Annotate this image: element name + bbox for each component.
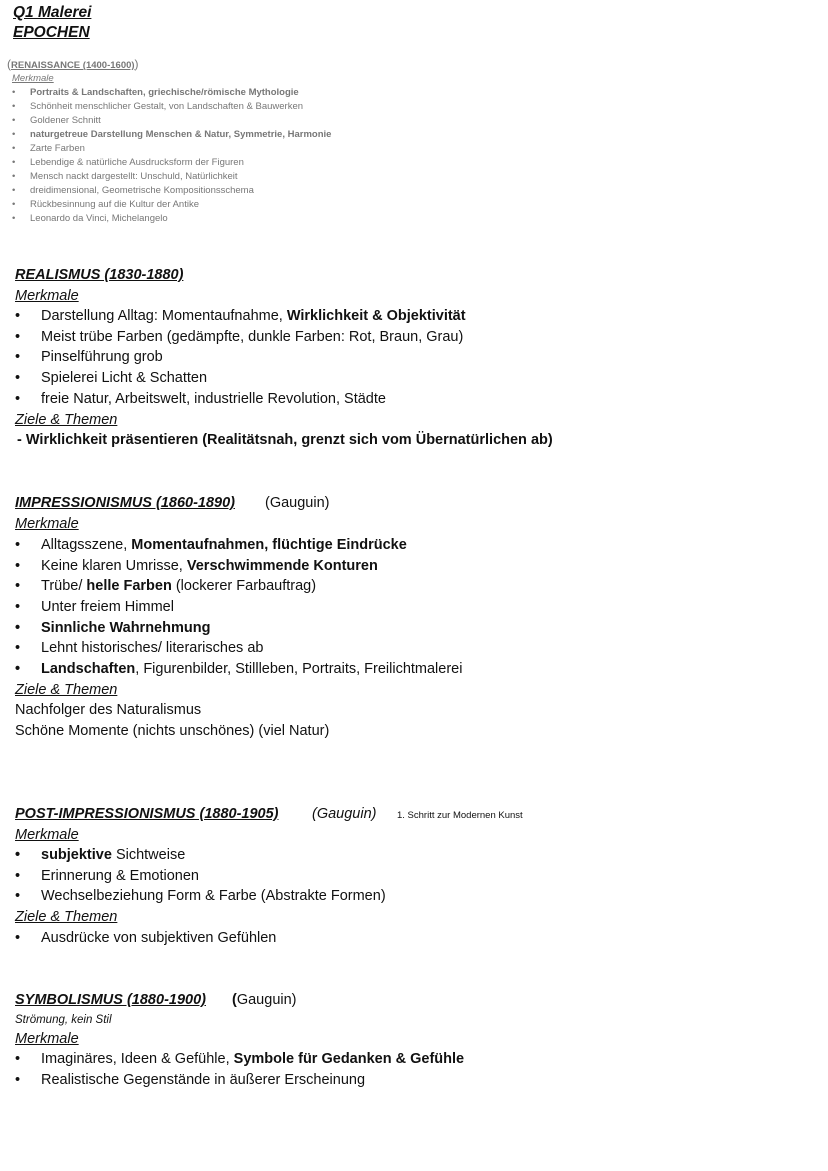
list-item: • Ausdrücke von subjektiven Gefühlen [15, 930, 277, 946]
bullet-icon: • [12, 129, 16, 140]
list-item: • subjektive Sichtweise [15, 847, 186, 863]
bullet-icon: • [15, 1051, 21, 1067]
postimpressionismus-ziele-label: Ziele & Themen [15, 909, 118, 925]
list-item: • Portraits & Landschaften, griechische/römische Mythologie [12, 87, 299, 98]
list-item: • Rückbesinnung auf die Kultur der Antike [12, 199, 199, 210]
postimpressionismus-merkmale-label: Merkmale [15, 827, 79, 843]
realismus-ziele-text: - Wirklichkeit präsentieren (Realitätsnah, grenzt sich vom Übernatürlichen ab) [17, 432, 553, 448]
bullet-icon: • [15, 640, 21, 657]
impressionismus-ziele-label: Ziele & Themen [15, 682, 118, 698]
list-item: • freie Natur, Arbeitswelt, industrielle Revolution, Städte [15, 390, 386, 407]
realismus-heading: REALISMUS (1830-1880) [15, 267, 184, 283]
impressionismus-artist: (Gauguin) [265, 495, 330, 511]
list-item: • Sinnliche Wahrnehmung [15, 619, 211, 636]
bullet-icon: • [15, 370, 21, 387]
realismus-list [0, 308, 828, 411]
list-item: • Spielerei Licht & Schatten [15, 370, 208, 387]
impressionismus-ziele-line2: Schöne Momente (nichts unschönes) (viel Natur) [15, 723, 330, 739]
bullet-icon: • [12, 143, 16, 154]
bullet-icon: • [15, 308, 21, 324]
bullet-icon: • [12, 199, 16, 210]
bullet-icon: • [15, 537, 21, 553]
postimpressionismus-artist: (Gauguin) [312, 806, 377, 822]
list-item: • Lebendige & natürliche Ausdrucksform der Figuren [12, 157, 244, 168]
postimpressionismus-list [0, 847, 828, 909]
bullet-icon: • [15, 349, 21, 366]
bullet-icon: • [15, 599, 21, 616]
bullet-icon: • [12, 101, 16, 112]
list-item: • Alltagsszene, Momentaufnahmen, flüchtige Eindrücke [15, 537, 407, 553]
impressionismus-merkmale-label: Merkmale [15, 516, 79, 532]
symbolismus-list [0, 1051, 828, 1092]
bullet-icon: • [15, 867, 21, 884]
list-item: • Imaginäres, Ideen & Gefühle, Symbole für Gedanken & Gefühle [15, 1051, 465, 1067]
bullet-icon: • [15, 619, 21, 636]
bullet-icon: • [15, 661, 21, 678]
list-item: • dreidimensional, Geometrische Kompositionsschema [12, 185, 254, 196]
list-item: • Goldener Schnitt [12, 115, 101, 126]
impressionismus-heading: IMPRESSIONISMUS (1860-1890) [15, 495, 235, 511]
bullet-icon: • [15, 847, 21, 863]
bullet-icon: • [12, 115, 16, 126]
list-item: • Lehnt historisches/ literarisches ab [15, 640, 264, 657]
list-item: • Schönheit menschlicher Gestalt, von Landschaften & Bauwerken [12, 101, 304, 112]
list-item: • Keine klaren Umrisse, Verschwimmende Konturen [15, 557, 378, 574]
bullet-icon: • [15, 578, 21, 595]
bullet-icon: • [12, 157, 16, 168]
list-item: • Mensch nackt dargestellt: Unschuld, Natürlichkeit [12, 171, 238, 182]
page-subtitle: EPOCHEN [13, 24, 90, 41]
list-item: • Zarte Farben [12, 143, 85, 154]
bullet-icon: • [15, 888, 21, 905]
symbolismus-merkmale-label: Merkmale [15, 1031, 79, 1047]
list-item: • Realistische Gegenstände in äußerer Erscheinung [15, 1071, 366, 1088]
impressionismus-list [0, 537, 828, 682]
bullet-icon: • [12, 185, 16, 196]
list-item: • Unter freiem Himmel [15, 599, 174, 616]
list-item: • Meist trübe Farben (gedämpfte, dunkle Farben: Rot, Braun, Grau) [15, 328, 464, 345]
symbolismus-heading: SYMBOLISMUS (1880-1900) [15, 992, 206, 1008]
list-item: • Trübe/ helle Farben (lockerer Farbauftrag) [15, 578, 317, 595]
bullet-icon: • [15, 557, 21, 574]
bullet-icon: • [12, 171, 16, 182]
realismus-ziele-label: Ziele & Themen [15, 412, 118, 428]
list-item: • Leonardo da Vinci, Michelangelo [12, 213, 168, 224]
bullet-icon: • [15, 930, 21, 946]
list-item: • Erinnerung & Emotionen [15, 867, 199, 884]
symbolismus-subtitle: Strömung, kein Stil [15, 1014, 112, 1026]
bullet-icon: • [12, 213, 16, 224]
bullet-icon: • [15, 390, 21, 407]
bullet-icon: • [15, 328, 21, 345]
postimpressionismus-note: 1. Schritt zur Modernen Kunst [397, 810, 523, 821]
close-paren: ) [134, 57, 139, 71]
renaissance-merkmale-label: Merkmale [12, 73, 54, 84]
list-item: • Pinselführung grob [15, 349, 163, 366]
renaissance-heading: RENAISSANCE (1400-1600) [11, 60, 135, 71]
list-item: • naturgetreue Darstellung Menschen & Natur, Symmetrie, Harmonie [12, 129, 332, 140]
list-item: • Landschaften, Figurenbilder, Stillleben, Portraits, Freilichtmalerei [15, 661, 463, 678]
bullet-icon: • [15, 1071, 21, 1088]
postimpressionismus-ziele-list [0, 930, 828, 951]
page-title: Q1 Malerei [13, 4, 92, 21]
impressionismus-ziele-line1: Nachfolger des Naturalismus [15, 702, 202, 718]
bullet-icon: • [12, 87, 16, 98]
list-item: • Wechselbeziehung Form & Farbe (Abstrakte Formen) [15, 888, 386, 905]
symbolismus-artist: (Gauguin) [232, 992, 297, 1008]
list-item: • Darstellung Alltag: Momentaufnahme, Wirklichkeit & Objektivität [15, 308, 466, 324]
postimpressionismus-heading: POST-IMPRESSIONISMUS (1880-1905) [15, 806, 279, 822]
open-paren: ( [7, 57, 11, 71]
renaissance-list [0, 87, 500, 227]
realismus-merkmale-label: Merkmale [15, 288, 79, 304]
